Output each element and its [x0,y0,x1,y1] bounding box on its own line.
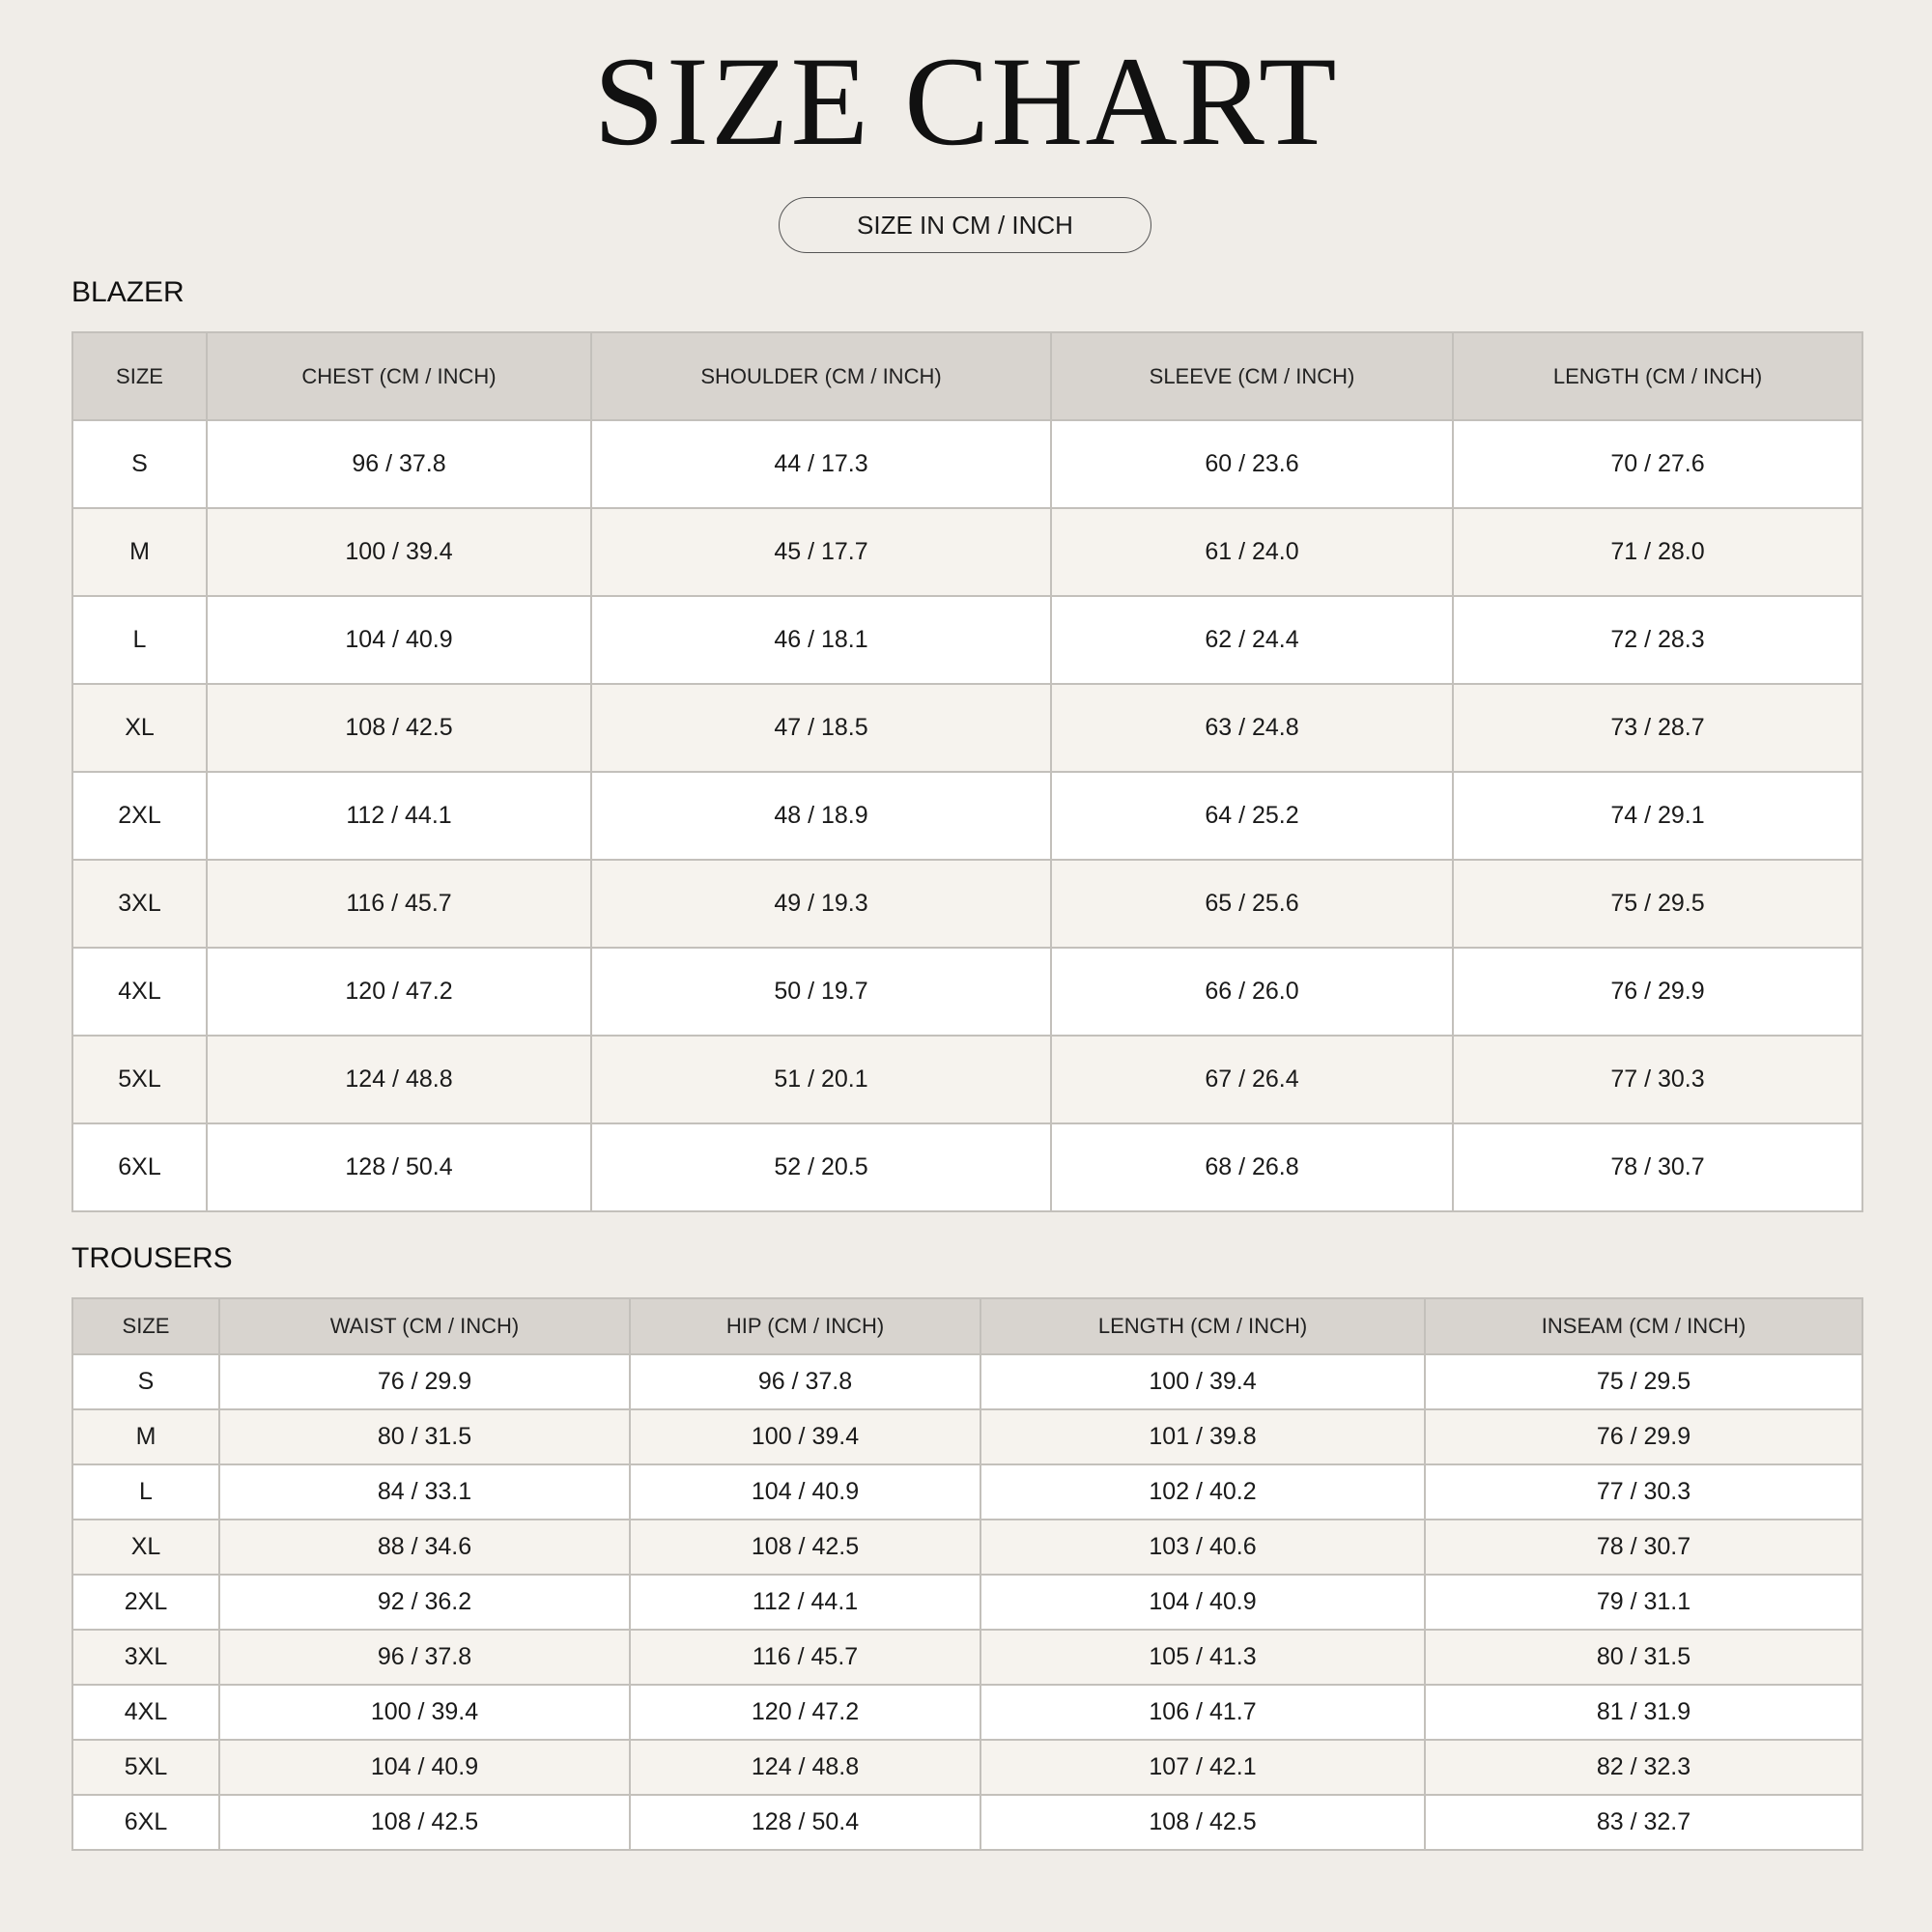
unit-note-badge [779,197,1151,253]
table-header-row [72,1298,1862,1354]
table-row [72,1123,1862,1211]
table-cell: 108 / 42.5 [219,1795,630,1850]
table-cell: 124 / 48.8 [630,1740,980,1795]
table-cell: 100 / 39.4 [630,1409,980,1464]
table-cell: 120 / 47.2 [207,948,591,1036]
unit-note-text: SIZE IN CM / INCH [857,210,1073,240]
table-cell: 76 / 29.9 [1453,948,1862,1036]
table-cell: 96 / 37.8 [630,1354,980,1409]
table-cell: 66 / 26.0 [1051,948,1453,1036]
table-cell: 102 / 40.2 [980,1464,1425,1520]
table-cell: 100 / 39.4 [219,1685,630,1740]
table-cell: 45 / 17.7 [591,508,1051,596]
header-cell: CHEST (CM / INCH) [207,332,591,420]
size-cell: XL [72,1520,219,1575]
table-cell: 71 / 28.0 [1453,508,1862,596]
size-cell: L [72,596,207,684]
table-cell: 128 / 50.4 [630,1795,980,1850]
table-cell: 81 / 31.9 [1425,1685,1862,1740]
header-cell: LENGTH (CM / INCH) [980,1298,1425,1354]
table-cell: 73 / 28.7 [1453,684,1862,772]
header-cell: LENGTH (CM / INCH) [1453,332,1862,420]
table-cell: 52 / 20.5 [591,1123,1051,1211]
table-row [72,1740,1862,1795]
table-cell: 70 / 27.6 [1453,420,1862,508]
table-cell: 61 / 24.0 [1051,508,1453,596]
table-row [72,772,1862,860]
table-cell: 106 / 41.7 [980,1685,1425,1740]
table-cell: 104 / 40.9 [207,596,591,684]
table-row [72,1409,1862,1464]
header-cell: SIZE [72,1298,219,1354]
table-cell: 75 / 29.5 [1425,1354,1862,1409]
table-row [72,1520,1862,1575]
table-cell: 108 / 42.5 [207,684,591,772]
table-cell: 75 / 29.5 [1453,860,1862,948]
header-cell: HIP (CM / INCH) [630,1298,980,1354]
table-row [72,508,1862,596]
table-cell: 101 / 39.8 [980,1409,1425,1464]
table-cell: 76 / 29.9 [219,1354,630,1409]
table-cell: 116 / 45.7 [630,1630,980,1685]
table-row [72,420,1862,508]
table-row [72,1795,1862,1850]
table-row [72,1354,1862,1409]
table-cell: 60 / 23.6 [1051,420,1453,508]
table-cell: 77 / 30.3 [1453,1036,1862,1123]
table-cell: 108 / 42.5 [980,1795,1425,1850]
table-cell: 44 / 17.3 [591,420,1051,508]
table-cell: 108 / 42.5 [630,1520,980,1575]
header-cell: SLEEVE (CM / INCH) [1051,332,1453,420]
table-row [72,1464,1862,1520]
table-cell: 46 / 18.1 [591,596,1051,684]
table-row [72,1685,1862,1740]
size-cell: S [72,420,207,508]
size-cell: M [72,1409,219,1464]
table-cell: 51 / 20.1 [591,1036,1051,1123]
table-cell: 100 / 39.4 [980,1354,1425,1409]
blazer-size-table [71,331,1863,1212]
table-cell: 65 / 25.6 [1051,860,1453,948]
table-cell: 67 / 26.4 [1051,1036,1453,1123]
table-cell: 92 / 36.2 [219,1575,630,1630]
table-cell: 78 / 30.7 [1425,1520,1862,1575]
table-row [72,1036,1862,1123]
table-cell: 112 / 44.1 [630,1575,980,1630]
table-cell: 72 / 28.3 [1453,596,1862,684]
table-cell: 76 / 29.9 [1425,1409,1862,1464]
size-cell: 5XL [72,1740,219,1795]
table-cell: 80 / 31.5 [219,1409,630,1464]
table-cell: 88 / 34.6 [219,1520,630,1575]
table-cell: 62 / 24.4 [1051,596,1453,684]
table-cell: 83 / 32.7 [1425,1795,1862,1850]
table-cell: 124 / 48.8 [207,1036,591,1123]
table-cell: 47 / 18.5 [591,684,1051,772]
table-row [72,860,1862,948]
table-row [72,1630,1862,1685]
page-title: SIZE CHART [593,30,1339,172]
table-row [72,596,1862,684]
size-cell: M [72,508,207,596]
table-cell: 74 / 29.1 [1453,772,1862,860]
table-cell: 112 / 44.1 [207,772,591,860]
table-cell: 78 / 30.7 [1453,1123,1862,1211]
size-cell: 5XL [72,1036,207,1123]
size-cell: 2XL [72,772,207,860]
trousers-size-table [71,1297,1863,1851]
header-cell: SIZE [72,332,207,420]
table-row [72,684,1862,772]
size-cell: 2XL [72,1575,219,1630]
header-cell: WAIST (CM / INCH) [219,1298,630,1354]
table-cell: 128 / 50.4 [207,1123,591,1211]
table-cell: 79 / 31.1 [1425,1575,1862,1630]
trousers-section-label: TROUSERS [71,1242,233,1274]
size-cell: 6XL [72,1123,207,1211]
size-cell: S [72,1354,219,1409]
header-cell: INSEAM (CM / INCH) [1425,1298,1862,1354]
table-cell: 104 / 40.9 [630,1464,980,1520]
table-cell: 64 / 25.2 [1051,772,1453,860]
table-cell: 104 / 40.9 [219,1740,630,1795]
table-cell: 48 / 18.9 [591,772,1051,860]
table-cell: 107 / 42.1 [980,1740,1425,1795]
table-cell: 116 / 45.7 [207,860,591,948]
size-cell: XL [72,684,207,772]
table-cell: 96 / 37.8 [207,420,591,508]
table-cell: 120 / 47.2 [630,1685,980,1740]
table-cell: 63 / 24.8 [1051,684,1453,772]
table-header-row [72,332,1862,420]
table-cell: 100 / 39.4 [207,508,591,596]
table-cell: 68 / 26.8 [1051,1123,1453,1211]
size-cell: 6XL [72,1795,219,1850]
table-cell: 49 / 19.3 [591,860,1051,948]
table-cell: 104 / 40.9 [980,1575,1425,1630]
size-cell: 3XL [72,1630,219,1685]
table-cell: 105 / 41.3 [980,1630,1425,1685]
size-cell: L [72,1464,219,1520]
table-cell: 96 / 37.8 [219,1630,630,1685]
table-cell: 50 / 19.7 [591,948,1051,1036]
size-cell: 4XL [72,1685,219,1740]
blazer-section-label: BLAZER [71,276,185,308]
size-cell: 3XL [72,860,207,948]
table-cell: 77 / 30.3 [1425,1464,1862,1520]
table-cell: 82 / 32.3 [1425,1740,1862,1795]
header-cell: SHOULDER (CM / INCH) [591,332,1051,420]
table-cell: 103 / 40.6 [980,1520,1425,1575]
size-cell: 4XL [72,948,207,1036]
table-row [72,1575,1862,1630]
table-cell: 80 / 31.5 [1425,1630,1862,1685]
table-cell: 84 / 33.1 [219,1464,630,1520]
table-row [72,948,1862,1036]
